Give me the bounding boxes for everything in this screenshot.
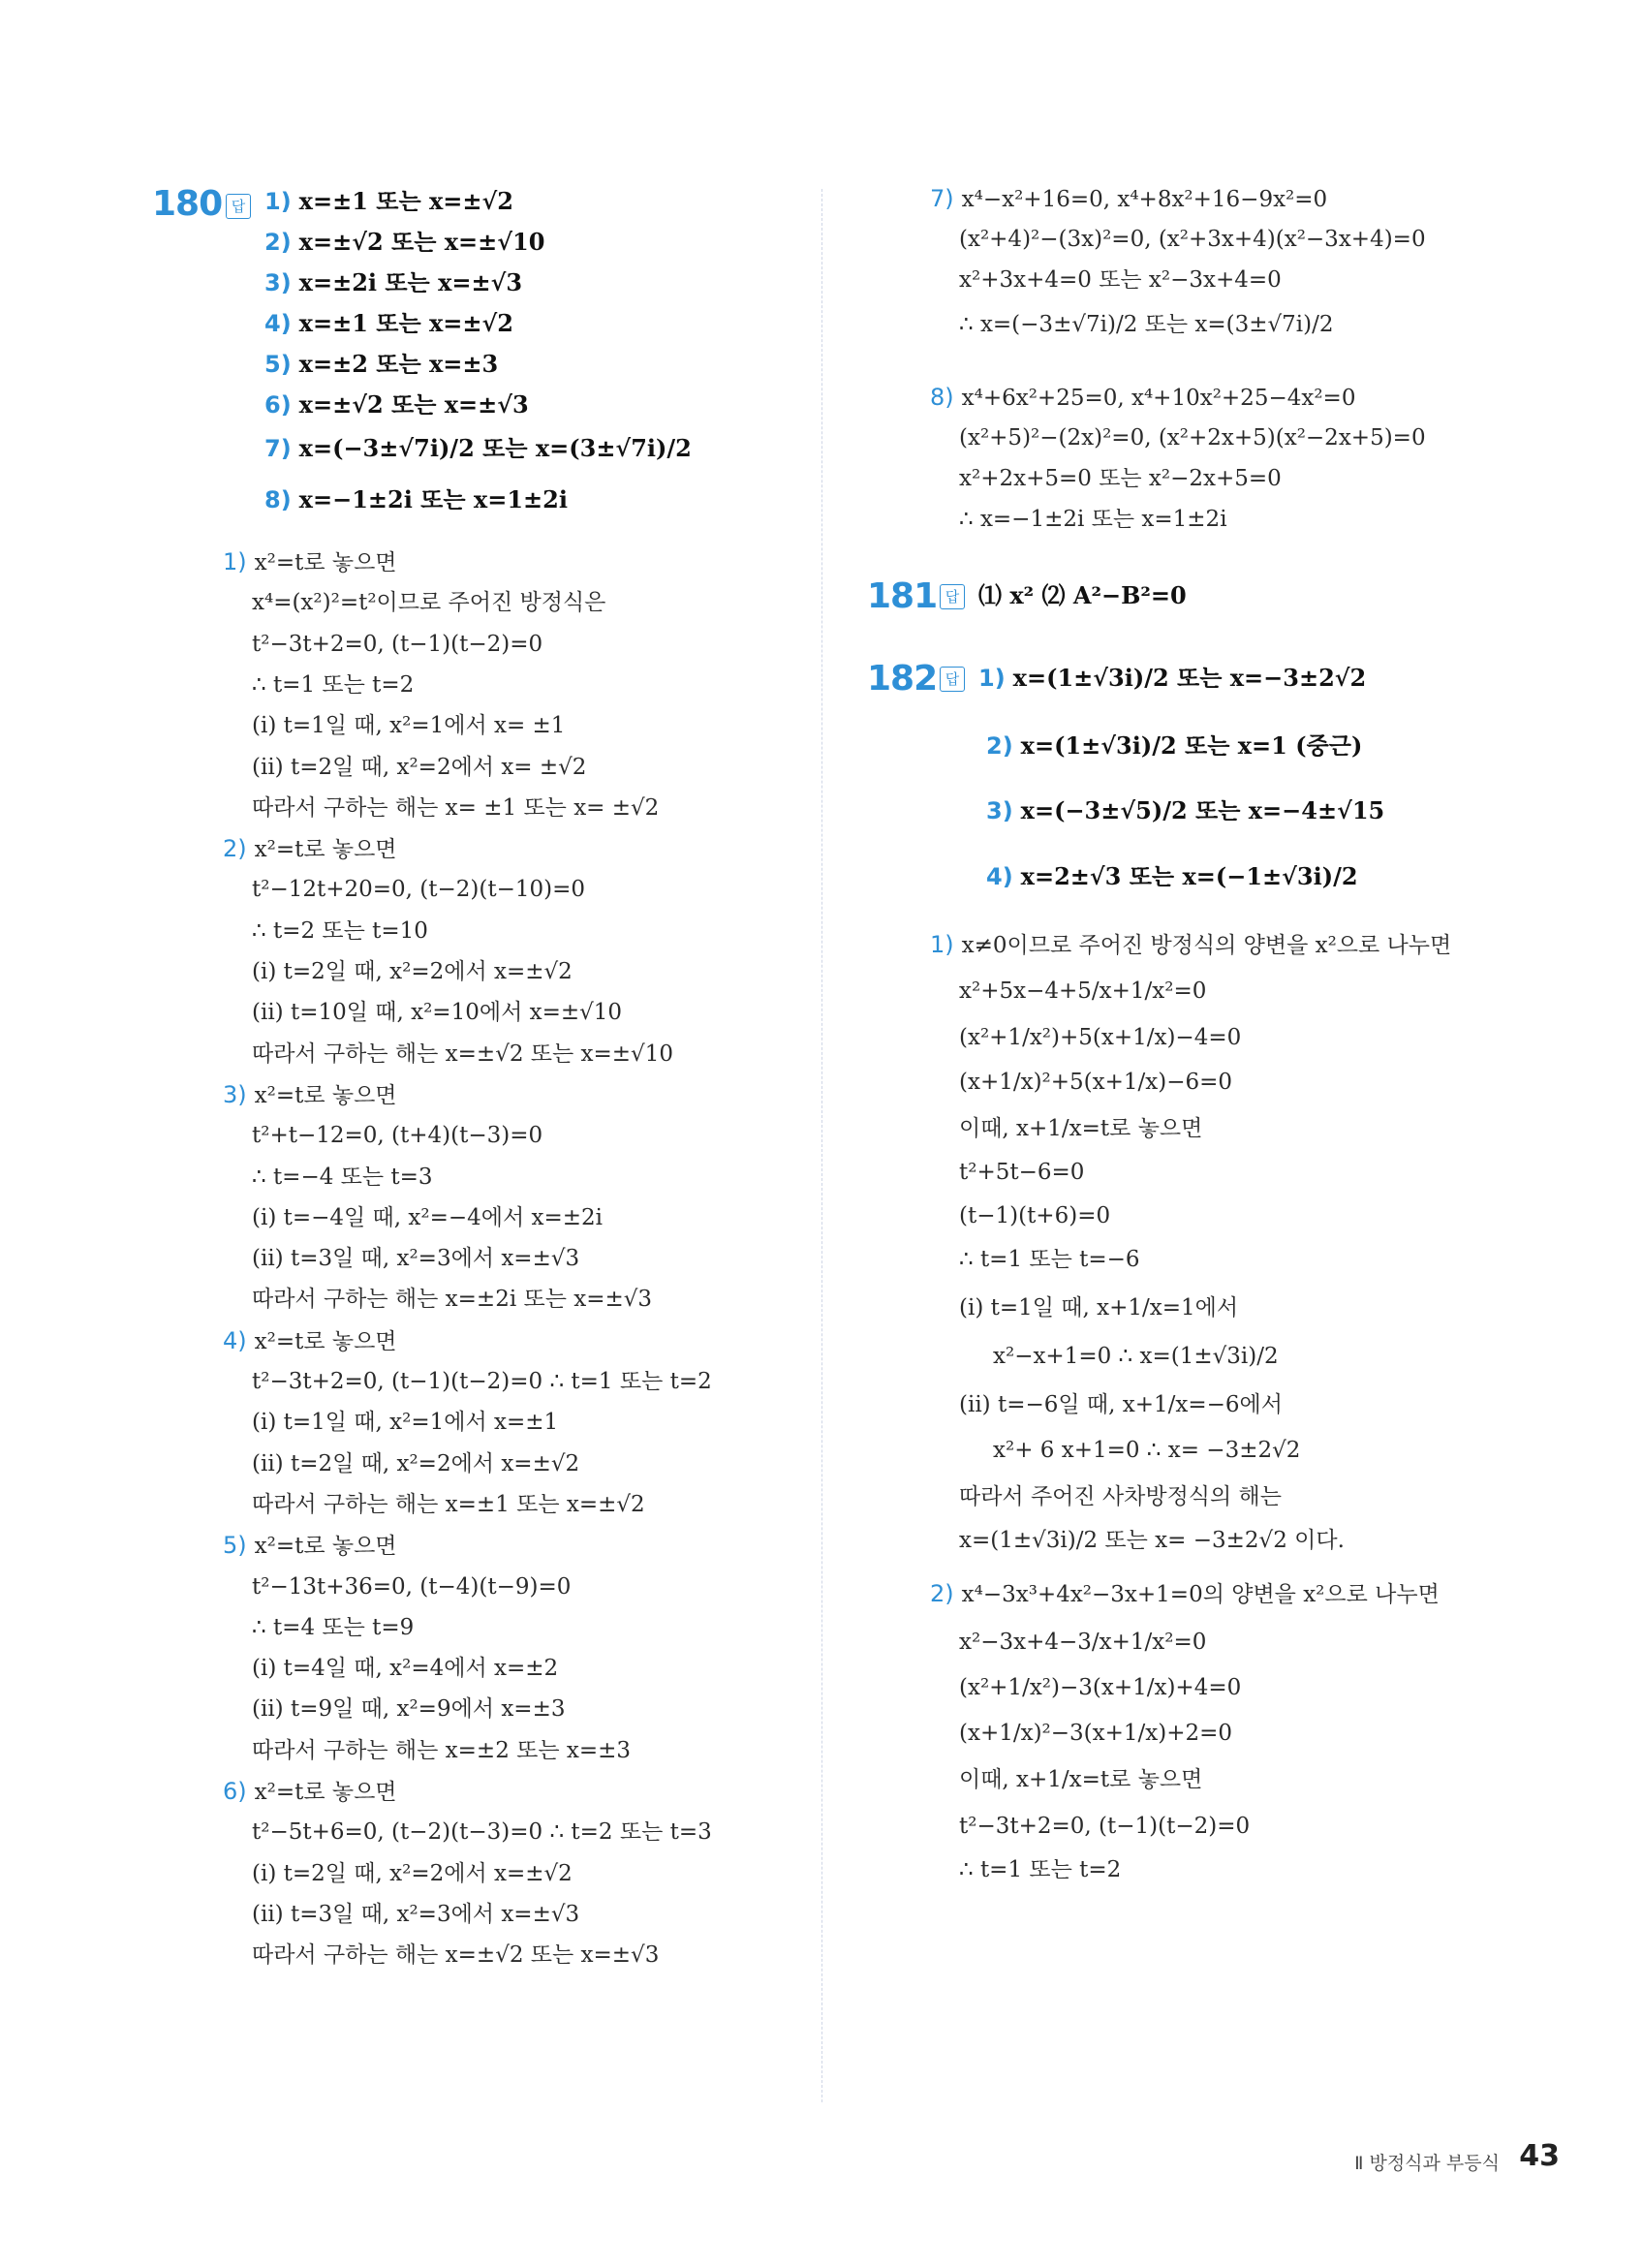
solution-180-5-line (252, 1572, 571, 1601)
line-text: (i) t=2일 때, x²=2에서 x=±√2 (252, 1860, 573, 1886)
solution-180-7-line (959, 310, 1334, 339)
line-text: 이때, x+1/x=t로 놓으면 (959, 1116, 1203, 1141)
line-text: (i) t=4일 때, x²=4에서 x=±2 (252, 1656, 559, 1682)
solution-180-1-line (252, 630, 542, 659)
line-text: x=±1 또는 x=±√2 (298, 309, 513, 337)
solution-180-8-line (959, 505, 1227, 534)
line-text: x=(1±√3i)/2 또는 x=−3±2√2 (1012, 664, 1367, 692)
solution-180-5-line (252, 1736, 631, 1765)
line-text: (i) t=1일 때, x+1/x=1에서 (959, 1295, 1239, 1320)
solution-180-6-line (223, 1777, 397, 1807)
item-label: 5) (264, 351, 292, 378)
line-text: t²−12t+20=0, (t−2)(t−10)=0 (252, 877, 586, 903)
item-label: 7) (930, 185, 954, 212)
line-text: x=(1±√3i)/2 또는 x=1 (중근) (1020, 731, 1363, 760)
line-text: (ii) t=2일 때, x²=2에서 x=±√2 (252, 1450, 580, 1476)
solution-180-6-line (252, 1818, 712, 1847)
answer-180-8 (264, 485, 568, 514)
line-text: (ii) t=−6일 때, x+1/x=−6에서 (959, 1392, 1283, 1417)
solution-180-1-line (223, 547, 397, 577)
solution-180-1-line (252, 793, 659, 823)
line-text: x=(1±√3i)/2 또는 x= −3±2√2 이다. (959, 1528, 1345, 1553)
line-text: x=±√2 또는 x=±√10 (298, 228, 545, 256)
answer-180-5 (264, 350, 498, 379)
line-text: 따라서 구하는 해는 x=±√2 또는 x=±√10 (252, 1041, 673, 1067)
solution-180-1-line (252, 588, 605, 617)
solution-180-4-line (252, 1490, 645, 1519)
problem-number-181: 181 (867, 576, 938, 616)
line-text: 따라서 주어진 사차방정식의 해는 (959, 1484, 1282, 1509)
solution-182-1-line (959, 1390, 1283, 1419)
line-text: ∴ t=−4 또는 t=3 (252, 1164, 433, 1190)
solution-180-2-line (252, 917, 428, 946)
solution-180-4-line (252, 1449, 579, 1478)
item-label: 1) (978, 665, 1006, 692)
solution-180-2-line (223, 834, 397, 864)
answer-182-2 (986, 731, 1362, 761)
line-text: (ii) t=3일 때, x²=3에서 x=±√3 (252, 1246, 580, 1272)
line-text: x=±1 또는 x=±√2 (298, 187, 513, 215)
solution-180-8-line (959, 464, 1282, 493)
line-text: x=(−3±√5)/2 또는 x=−4±√15 (1020, 796, 1385, 824)
answer-180-4 (264, 309, 513, 338)
solution-182-1-line (959, 1158, 1084, 1187)
item-label: 6) (264, 391, 292, 419)
solution-180-2-line (252, 998, 622, 1027)
solution-182-2-line (959, 1765, 1202, 1794)
item-label: 4) (264, 310, 292, 337)
solution-180-4-line (252, 1408, 558, 1437)
solution-180-8-line (930, 383, 1355, 413)
line-text: 따라서 구하는 해는 x=±1 또는 x=±√2 (252, 1491, 645, 1517)
line-text: x=−1±2i 또는 x=1±2i (298, 485, 568, 513)
item-label: 3) (223, 1080, 247, 1108)
line-text: 따라서 구하는 해는 x=±√2 또는 x=±√3 (252, 1942, 660, 1969)
solution-180-1-line (252, 711, 565, 740)
line-text: t²−3t+2=0, (t−1)(t−2)=0 (252, 631, 543, 657)
line-text: (ii) t=3일 때, x²=3에서 x=±√3 (252, 1901, 580, 1927)
solution-182-2-line (959, 1719, 1232, 1748)
item-label: 3) (264, 269, 292, 296)
solution-182-2-line (930, 1579, 1440, 1609)
solution-182-1-line (993, 1342, 1279, 1371)
item-label: 2) (986, 732, 1013, 760)
solution-180-4-line (223, 1326, 397, 1356)
problem-number-180: 180 (152, 184, 223, 224)
item-label: 2) (930, 1580, 954, 1607)
solution-182-1-line (959, 977, 1206, 1006)
solution-180-3-line (252, 1163, 433, 1192)
solution-182-1-line (930, 930, 1451, 960)
item-label: 4) (223, 1326, 247, 1354)
line-text: ∴ t=1 또는 t=2 (959, 1857, 1122, 1882)
solution-182-1-line (993, 1436, 1300, 1465)
solution-182-1-line (959, 1245, 1140, 1274)
line-text: x²=t로 놓으면 (254, 550, 397, 575)
problem-number-182: 182 (867, 659, 938, 699)
solution-182-1-line (959, 1114, 1202, 1143)
item-label: 8) (930, 384, 954, 411)
line-text: t²−13t+36=0, (t−4)(t−9)=0 (252, 1573, 572, 1600)
answer-180-7 (264, 434, 692, 463)
line-text: x²−x+1=0 ∴ x=(1±√3i)/2 (993, 1344, 1279, 1369)
line-text: (x²+1/x²)+5(x+1/x)−4=0 (959, 1025, 1242, 1050)
item-label: 2) (223, 835, 247, 863)
solution-180-5-line (252, 1694, 565, 1724)
line-text: x⁴+6x²+25=0, x⁴+10x²+25−4x²=0 (961, 386, 1356, 411)
answer-182-3 (986, 796, 1384, 825)
solution-180-6-line (252, 1941, 659, 1970)
solution-180-3-line (252, 1203, 603, 1232)
answer-tag-180: 답 (226, 194, 251, 219)
solution-182-1-line (959, 1023, 1241, 1052)
line-text: x=(−3±√7i)/2 또는 x=(3±√7i)/2 (298, 434, 692, 462)
line-text: (i) t=1일 때, x²=1에서 x=±1 (252, 1410, 559, 1436)
line-text: 따라서 구하는 해는 x=±2 또는 x=±3 (252, 1737, 632, 1763)
answer-181: ⑴ x² ⑵ A²−B²=0 (978, 581, 1187, 609)
line-text: t²+t−12=0, (t+4)(t−3)=0 (252, 1123, 543, 1149)
item-label: 5) (223, 1532, 247, 1560)
solution-180-1-line (252, 753, 586, 782)
line-text: x≠0이므로 주어진 방정식의 양변을 x²으로 나누면 (961, 933, 1452, 958)
item-label: 7) (264, 435, 292, 462)
column-divider (821, 189, 822, 2102)
line-text: (ii) t=2일 때, x²=2에서 x= ±√2 (252, 754, 587, 780)
solution-182-1-line (959, 1068, 1232, 1097)
line-text: (t−1)(t+6)=0 (959, 1203, 1111, 1228)
line-text: x²=t로 놓으면 (254, 1780, 397, 1805)
solution-180-5-line (252, 1613, 414, 1642)
solution-180-7-line (930, 184, 1327, 214)
line-text: x²−3x+4−3/x+1/x²=0 (959, 1630, 1207, 1655)
line-text: x²+5x−4+5/x+1/x²=0 (959, 979, 1207, 1004)
line-text: (x²+1/x²)−3(x+1/x)+4=0 (959, 1675, 1242, 1700)
solution-180-5-line (252, 1654, 558, 1683)
line-text: x²+2x+5=0 또는 x²−2x+5=0 (959, 466, 1282, 491)
item-label: 2) (264, 229, 292, 256)
item-label: 8) (264, 486, 292, 513)
answer-180-3 (264, 268, 522, 297)
section-title: Ⅱ 방정식과 부등식 (1354, 2153, 1500, 2174)
line-text: x=2±√3 또는 x=(−1±√3i)/2 (1020, 862, 1358, 890)
line-text: x⁴−3x³+4x²−3x+1=0의 양변을 x²으로 나누면 (961, 1582, 1440, 1607)
answer-tag-182: 답 (940, 667, 965, 692)
item-label: 1) (930, 931, 954, 958)
line-text: (ii) t=10일 때, x²=10에서 x=±√10 (252, 1000, 623, 1026)
line-text: x²=t로 놓으면 (254, 837, 397, 863)
line-text: t²+5t−6=0 (959, 1160, 1085, 1185)
line-text: t²−3t+2=0, (t−1)(t−2)=0 (959, 1814, 1251, 1839)
solution-182-1-line (959, 1482, 1282, 1511)
line-text: (i) t=2일 때, x²=2에서 x=±√2 (252, 959, 573, 984)
solution-182-2-line (959, 1855, 1121, 1884)
line-text: 이때, x+1/x=t로 놓으면 (959, 1767, 1203, 1792)
line-text: (i) t=−4일 때, x²=−4에서 x=±2i (252, 1204, 604, 1230)
line-text: (x²+5)²−(2x)²=0, (x²+2x+5)(x²−2x+5)=0 (959, 425, 1426, 450)
line-text: x²=t로 놓으면 (254, 1534, 397, 1560)
solution-180-6-line (252, 1900, 579, 1929)
answer-180-1 (264, 187, 513, 216)
line-text: ∴ x=(−3±√7i)/2 또는 x=(3±√7i)/2 (959, 312, 1334, 337)
line-text: x²=t로 놓으면 (254, 1328, 397, 1354)
line-text: ∴ t=1 또는 t=2 (252, 671, 415, 698)
solution-180-7-line (959, 265, 1282, 295)
solution-180-2-line (252, 1040, 673, 1069)
solution-180-3-line (252, 1244, 579, 1273)
line-text: ∴ t=4 또는 t=9 (252, 1614, 415, 1640)
line-text: (i) t=1일 때, x²=1에서 x= ±1 (252, 713, 566, 739)
solution-182-2-line (959, 1628, 1206, 1657)
answer-180-2 (264, 228, 544, 257)
line-text: 따라서 구하는 해는 x= ±1 또는 x= ±√2 (252, 794, 660, 821)
solution-182-2-line (959, 1812, 1250, 1841)
answer-182-1 (978, 664, 1366, 693)
solution-180-8-line (959, 423, 1426, 452)
line-text: (x+1/x)²+5(x+1/x)−6=0 (959, 1070, 1233, 1095)
line-text: x=±√2 또는 x=±√3 (298, 390, 529, 419)
solution-180-2-line (252, 957, 573, 986)
solution-180-1-line (252, 670, 414, 699)
item-label: 6) (223, 1778, 247, 1805)
line-text: ∴ t=1 또는 t=−6 (959, 1247, 1140, 1272)
item-label: 4) (986, 863, 1013, 890)
line-text: (ii) t=9일 때, x²=9에서 x=±3 (252, 1696, 566, 1723)
item-label: 3) (986, 797, 1013, 824)
solution-180-7-line (959, 225, 1426, 254)
page-number: 43 (1519, 2139, 1560, 2173)
solution-180-6-line (252, 1859, 573, 1888)
solution-182-1-line (959, 1526, 1345, 1555)
answer-182-4 (986, 862, 1358, 891)
solution-180-3-line (252, 1285, 652, 1314)
line-text: ∴ t=2 또는 t=10 (252, 917, 428, 944)
solution-180-4-line (252, 1367, 712, 1396)
line-text: ∴ x=−1±2i 또는 x=1±2i (959, 507, 1227, 532)
solution-182-2-line (959, 1673, 1241, 1702)
line-text: t²−5t+6=0, (t−2)(t−3)=0 ∴ t=2 또는 t=3 (252, 1819, 712, 1846)
answer-tag-181: 답 (940, 584, 965, 609)
line-text: 따라서 구하는 해는 x=±2i 또는 x=±√3 (252, 1287, 653, 1313)
line-text: x²+3x+4=0 또는 x²−3x+4=0 (959, 267, 1282, 293)
item-label: 1) (264, 188, 292, 215)
line-text: (x²+4)²−(3x)²=0, (x²+3x+4)(x²−3x+4)=0 (959, 227, 1426, 252)
solution-182-1-line (959, 1293, 1238, 1322)
solution-180-3-line (223, 1080, 397, 1110)
line-text: t²−3t+2=0, (t−1)(t−2)=0 ∴ t=1 또는 t=2 (252, 1369, 712, 1394)
line-text: (x+1/x)²−3(x+1/x)+2=0 (959, 1721, 1233, 1746)
solution-182-1-line (959, 1201, 1110, 1230)
line-text: x=±2 또는 x=±3 (298, 350, 499, 378)
line-text: x⁴=(x²)²=t²이므로 주어진 방정식은 (252, 590, 606, 616)
solution-180-3-line (252, 1121, 542, 1150)
solution-180-2-line (252, 875, 585, 904)
item-label: 1) (223, 548, 247, 575)
line-text: x²+ 6 x+1=0 ∴ x= −3±2√2 (993, 1438, 1301, 1463)
line-text: x=±2i 또는 x=±√3 (298, 268, 523, 296)
solution-180-5-line (223, 1531, 397, 1561)
answer-180-6 (264, 390, 529, 419)
line-text: x⁴−x²+16=0, x⁴+8x²+16−9x²=0 (961, 187, 1328, 212)
line-text: x²=t로 놓으면 (254, 1082, 397, 1108)
